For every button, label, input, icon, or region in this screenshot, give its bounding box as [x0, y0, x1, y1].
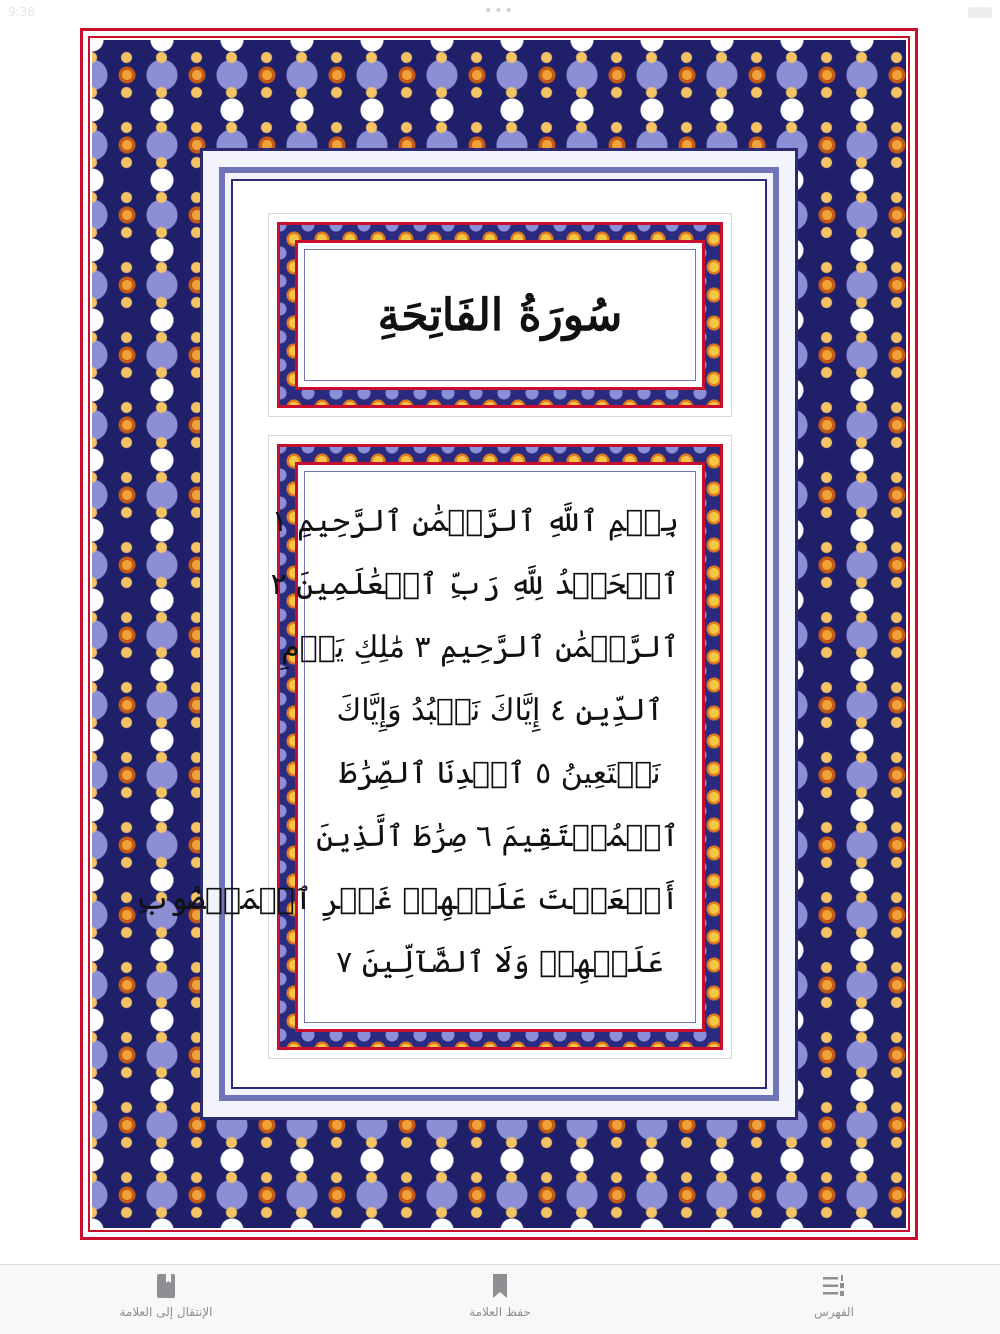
mushaf-page[interactable] [80, 28, 918, 1240]
bookmark-icon [488, 1273, 512, 1299]
save-bookmark-tab[interactable] [410, 1273, 590, 1319]
index-label: الفهرس [814, 1305, 854, 1319]
verse-line: ٱلۡحَمۡدُ لِلَّهِ رَبِّ ٱلۡعَٰلَمِينَ ٢ [270, 567, 679, 602]
verse-line: نَسۡتَعِينُ ٥ ٱهۡدِنَا ٱلصِّرَٰطَ [339, 756, 661, 791]
multitasking-dots-icon[interactable]: ••• [484, 3, 515, 19]
verse-line: بِسۡمِ ٱللَّهِ ٱلرَّحۡمَٰنِ ٱلرَّحِيمِ ١ [271, 504, 679, 539]
verse-line: أَنۡعَمۡتَ عَلَيۡهِمۡ غَيۡرِ ٱلۡمَغۡضُوبِ [134, 882, 679, 917]
verse-line: ٱلدِّينِ ٤ إِيَّاكَ نَعۡبُدُ وَإِيَّاكَ [336, 693, 664, 728]
verses-box-inner [134, 471, 696, 1023]
title-box [295, 240, 705, 390]
status-time: 9:38 [8, 5, 35, 19]
verse-line: ٱلرَّحۡمَٰنِ ٱلرَّحِيمِ ٣ مَٰلِكِ يَوۡمِ [281, 630, 679, 665]
verse-line: ٱلۡمُسۡتَقِيمَ ٦ صِرَٰطَ ٱلَّذِينَ [316, 819, 679, 854]
book-icon [154, 1273, 178, 1299]
verses-panel [134, 435, 732, 1059]
tab-bar [0, 1264, 1000, 1334]
status-bar [0, 0, 1000, 26]
go-to-bookmark-label: الإنتقال إلى العلامة [119, 1305, 213, 1319]
index-tab[interactable] [744, 1273, 924, 1319]
title-box-inner [304, 249, 696, 381]
go-to-bookmark-tab[interactable] [76, 1273, 256, 1319]
surah-title-panel [268, 213, 732, 417]
battery-icon [968, 7, 992, 18]
verses-text [134, 490, 679, 994]
verse-line: عَلَيۡهِمۡ وَلَا ٱلضَّآلِّينَ ٧ [336, 945, 664, 980]
verses-box [134, 462, 705, 1032]
surah-title: سُورَةُ الفَاتِحَةِ [377, 289, 623, 341]
numbered-list-icon [822, 1273, 846, 1299]
save-bookmark-label: حفظ العلامة [469, 1305, 531, 1319]
